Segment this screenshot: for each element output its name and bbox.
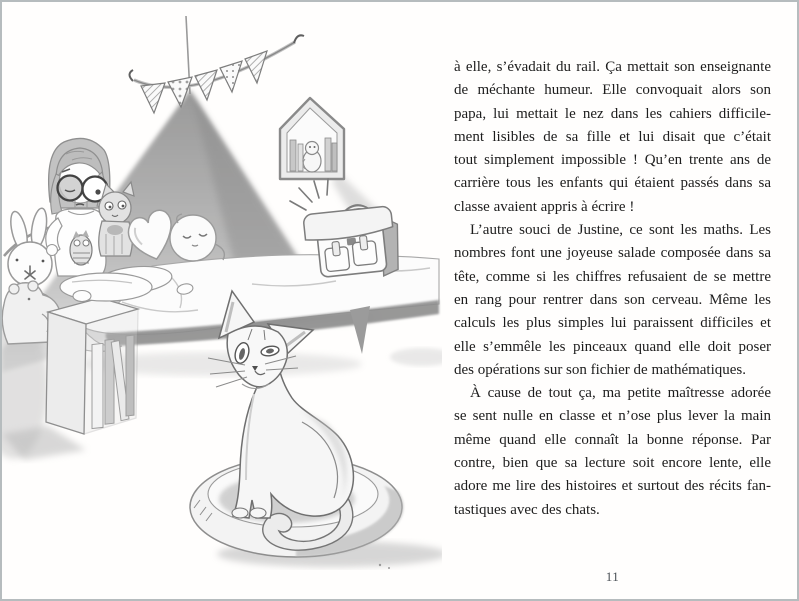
text-line: des opérations sur son fichier de mathématiques. bbox=[454, 361, 747, 378]
house-shaped-shelf bbox=[280, 98, 382, 224]
text-line: de méchante humeur. Elle convoquait alors son bbox=[454, 82, 771, 99]
text-line: papa, lui mettait le nez dans les cahiers difficile- bbox=[454, 105, 771, 122]
bunting-garland bbox=[130, 35, 305, 113]
text-line: classe avaient appris à écrire ! bbox=[454, 198, 635, 215]
text-line: carrière tous les enfants qui étaient passés dans sa bbox=[454, 175, 771, 192]
hand bbox=[47, 245, 58, 256]
text-line: ment lisibles de sa fille et lui disait que c’était bbox=[454, 128, 771, 145]
text-line: nombres font une joyeuse salade composée dans sa bbox=[454, 245, 771, 262]
text-line: en rang pour rentrer dans son cerveau. Même les bbox=[454, 291, 771, 308]
text-line: calculs les plus simples lui paraissent difficiles et bbox=[454, 315, 771, 332]
page-number: 11 bbox=[605, 569, 620, 584]
text-line: tête, comme si les chiffres refusaient de se mettre bbox=[454, 268, 771, 285]
bed-leg bbox=[350, 306, 370, 354]
text-line: à elle, s’évadait du rail. Ça mettait son enseignante bbox=[454, 59, 771, 75]
text-line: adore me lire des histoires et surtout des récits fan- bbox=[454, 478, 771, 495]
emphasis-rays bbox=[290, 179, 328, 210]
text-column bbox=[454, 56, 771, 522]
text-line: même quand elle connaît la bonne réponse. Par bbox=[454, 431, 771, 448]
text-line: elle s’emmêle les pinceaux quand elle doit poser bbox=[454, 338, 771, 355]
bedroom-illustration bbox=[2, 2, 442, 601]
text-line: se sent nulle en classe et n’ose plus lever la main bbox=[454, 408, 771, 425]
text-line: contre, bien que sa lecture soit encore lente, elle bbox=[454, 455, 771, 472]
text-line: L’autre souci de Justine, ce sont les maths. Les bbox=[470, 222, 771, 239]
text-line: À cause de tout ça, ma petite maîtresse adorée bbox=[470, 385, 771, 402]
bird-figurine bbox=[303, 142, 321, 173]
text-line: tastiques avec des chats. bbox=[454, 501, 600, 518]
text-line: tout simplement impossible ! Qu’en trente ans de bbox=[454, 152, 771, 169]
